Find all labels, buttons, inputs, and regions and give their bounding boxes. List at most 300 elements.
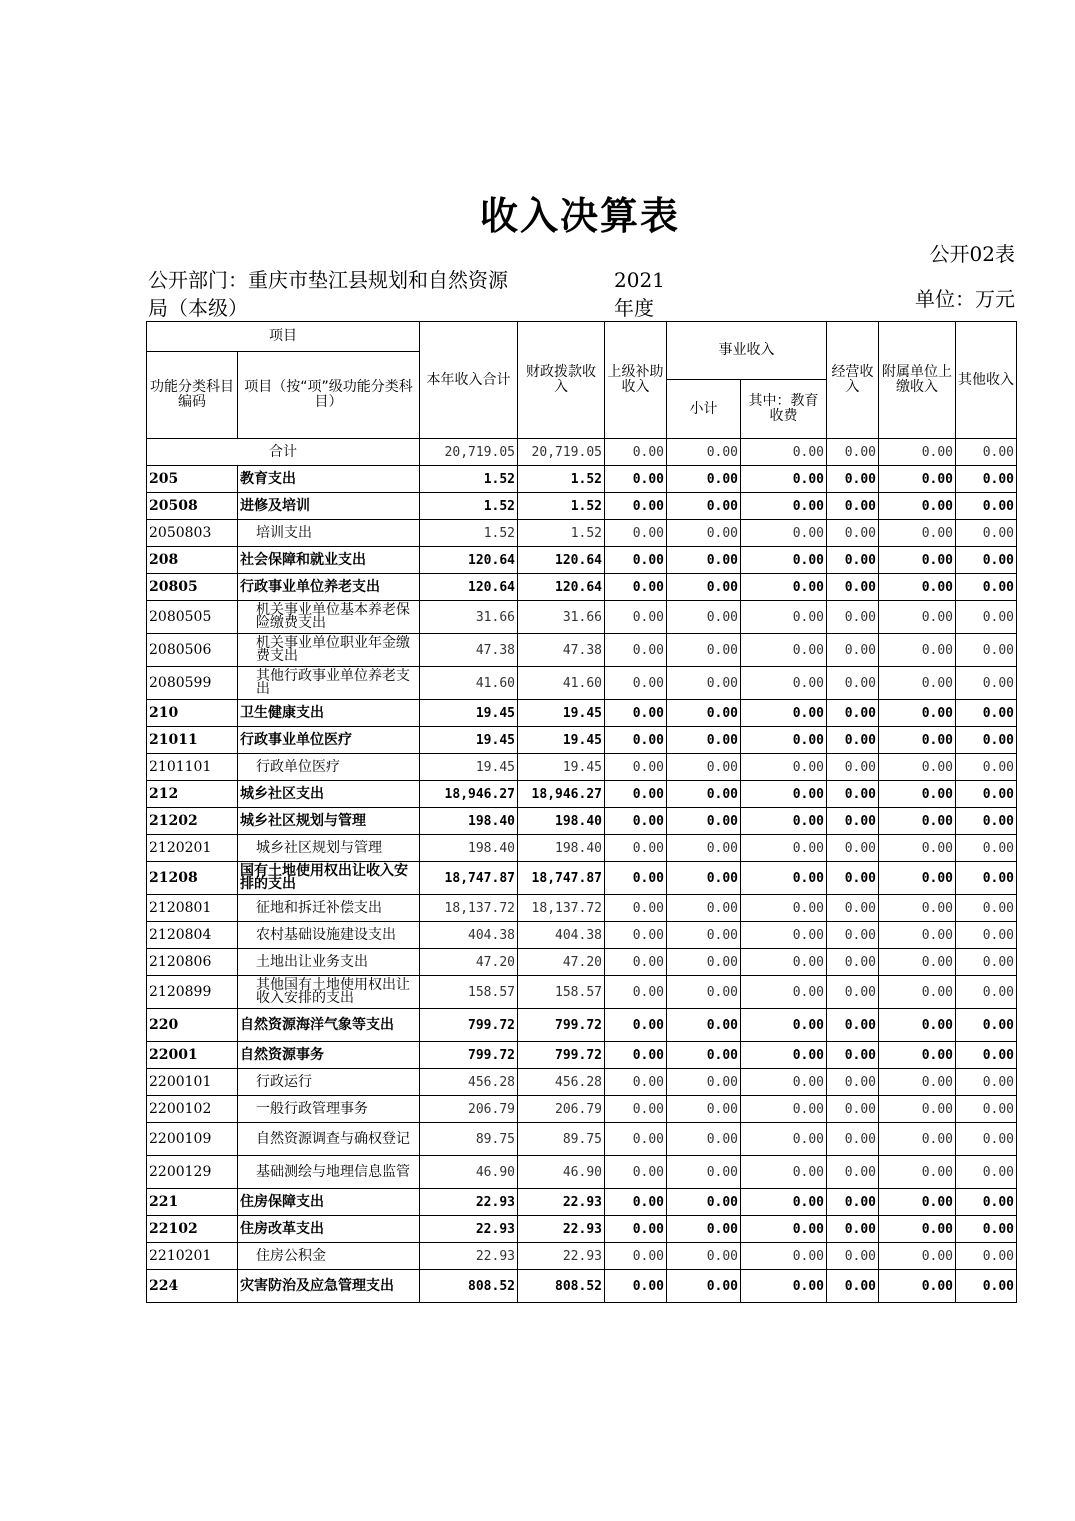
- row-value: 0.00: [827, 1270, 879, 1303]
- row-value: 0.00: [667, 895, 741, 922]
- row-value: 0.00: [667, 1123, 741, 1156]
- row-value: 0.00: [956, 976, 1017, 1009]
- row-name: 进修及培训: [238, 493, 420, 520]
- row-value: 22.93: [420, 1243, 518, 1270]
- row-name: 土地出让业务支出: [238, 949, 420, 976]
- row-value: 0.00: [827, 574, 879, 601]
- table-row: [147, 1123, 1017, 1156]
- row-value: 0.00: [741, 1123, 827, 1156]
- row-code: 2050803: [147, 520, 238, 547]
- row-value: 0.00: [741, 520, 827, 547]
- row-value: 799.72: [420, 1009, 518, 1042]
- row-value: 0.00: [605, 1189, 667, 1216]
- row-value: 0.00: [956, 808, 1017, 835]
- row-value: 0.00: [879, 1156, 956, 1189]
- header-superior: 上级补助收入: [605, 322, 667, 439]
- row-value: 0.00: [667, 976, 741, 1009]
- row-code: 20508: [147, 493, 238, 520]
- header-item: 项目: [147, 322, 420, 352]
- row-value: 22.93: [518, 1243, 605, 1270]
- row-name: 城乡社区支出: [238, 781, 420, 808]
- row-name: 其他行政事业单位养老支出: [238, 667, 420, 700]
- row-value: 0.00: [879, 547, 956, 574]
- row-name: 卫生健康支出: [238, 700, 420, 727]
- row-value: 0.00: [741, 1069, 827, 1096]
- row-value: 0.00: [605, 667, 667, 700]
- row-value: 0.00: [667, 835, 741, 862]
- row-code: 2080506: [147, 634, 238, 667]
- row-value: 1.52: [518, 493, 605, 520]
- row-value: 0.00: [741, 808, 827, 835]
- row-value: 0.00: [741, 727, 827, 754]
- row-value: 0.00: [879, 601, 956, 634]
- row-value: 0.00: [605, 1156, 667, 1189]
- row-value: 0.00: [741, 667, 827, 700]
- row-value: 0.00: [741, 1096, 827, 1123]
- row-value: 0.00: [956, 949, 1017, 976]
- row-value: 0.00: [879, 1009, 956, 1042]
- row-name: 行政运行: [238, 1069, 420, 1096]
- row-value: 0.00: [605, 520, 667, 547]
- row-value: 0.00: [956, 1096, 1017, 1123]
- row-value: 0.00: [879, 493, 956, 520]
- row-value: 0.00: [667, 1009, 741, 1042]
- table-row: [147, 520, 1017, 547]
- row-value: 0.00: [605, 976, 667, 1009]
- row-name: 国有土地使用权出让收入安排的支出: [238, 862, 420, 895]
- header-name: 项目（按“项”级功能分类科目）: [238, 352, 420, 439]
- row-value: 0.00: [879, 1189, 956, 1216]
- row-value: 206.79: [420, 1096, 518, 1123]
- row-value: 0.00: [879, 862, 956, 895]
- row-value: 0.00: [741, 601, 827, 634]
- row-value: 46.90: [518, 1156, 605, 1189]
- row-value: 0.00: [667, 601, 741, 634]
- row-name: 教育支出: [238, 466, 420, 493]
- row-value: 0.00: [956, 1189, 1017, 1216]
- row-value: 0.00: [956, 667, 1017, 700]
- row-value: 0.00: [827, 1189, 879, 1216]
- unit-label: 单位：万元: [915, 287, 1015, 311]
- table-row: [147, 949, 1017, 976]
- row-value: 89.75: [518, 1123, 605, 1156]
- row-value: 1.52: [420, 493, 518, 520]
- row-value: 47.38: [420, 634, 518, 667]
- row-value: 0.00: [741, 922, 827, 949]
- row-name: 自然资源调查与确权登记: [238, 1123, 420, 1156]
- row-value: 0.00: [827, 1123, 879, 1156]
- row-value: 0.00: [741, 547, 827, 574]
- row-value: 0.00: [879, 727, 956, 754]
- row-value: 0.00: [879, 1042, 956, 1069]
- department-label: 公开部门：重庆市垫江县规划和自然资源局（本级）: [148, 268, 508, 320]
- table-row: [147, 754, 1017, 781]
- header-edu: 其中：教育收费: [741, 380, 827, 439]
- row-code: 2080505: [147, 601, 238, 634]
- row-value: 0.00: [879, 1243, 956, 1270]
- row-value: 0.00: [956, 574, 1017, 601]
- row-value: 0.00: [741, 466, 827, 493]
- row-name: 自然资源事务: [238, 1042, 420, 1069]
- table-row: [147, 835, 1017, 862]
- row-code: 212: [147, 781, 238, 808]
- row-name: 征地和拆迁补偿支出: [238, 895, 420, 922]
- fiscal-year: 2021年度: [614, 268, 665, 320]
- row-value: 0.00: [667, 922, 741, 949]
- row-value: 1.52: [420, 520, 518, 547]
- row-name: 自然资源海洋气象等支出: [238, 1009, 420, 1042]
- income-table: [146, 321, 1017, 1303]
- row-value: 19.45: [420, 700, 518, 727]
- row-value: 0.00: [879, 1123, 956, 1156]
- row-value: 0.00: [605, 466, 667, 493]
- row-code: 2200129: [147, 1156, 238, 1189]
- row-value: 0.00: [741, 835, 827, 862]
- row-value: 22.93: [420, 1189, 518, 1216]
- row-code: 2200102: [147, 1096, 238, 1123]
- row-value: 0.00: [741, 862, 827, 895]
- row-value: 0.00: [741, 634, 827, 667]
- row-name: 住房改革支出: [238, 1216, 420, 1243]
- row-value: 0.00: [827, 727, 879, 754]
- row-code: 2210201: [147, 1243, 238, 1270]
- row-value: 0.00: [956, 1009, 1017, 1042]
- row-name: 行政事业单位医疗: [238, 727, 420, 754]
- table-row: [147, 808, 1017, 835]
- table-row: [147, 700, 1017, 727]
- row-code: 220: [147, 1009, 238, 1042]
- row-value: 0.00: [956, 700, 1017, 727]
- row-value: 1.52: [420, 466, 518, 493]
- row-value: 0.00: [605, 862, 667, 895]
- row-value: 0.00: [605, 1270, 667, 1303]
- row-value: 0.00: [667, 1216, 741, 1243]
- row-value: 0.00: [605, 1243, 667, 1270]
- row-value: 46.90: [420, 1156, 518, 1189]
- row-value: 0.00: [741, 700, 827, 727]
- row-value: 0.00: [879, 574, 956, 601]
- row-value: 0.00: [827, 862, 879, 895]
- row-value: 799.72: [518, 1042, 605, 1069]
- row-value: 0.00: [879, 466, 956, 493]
- row-name: 行政事业单位养老支出: [238, 574, 420, 601]
- row-value: 0.00: [667, 547, 741, 574]
- row-value: 0.00: [827, 895, 879, 922]
- row-code: 21011: [147, 727, 238, 754]
- table-row: [147, 547, 1017, 574]
- row-value: 19.45: [518, 700, 605, 727]
- row-value: 0.00: [605, 547, 667, 574]
- row-value: 0.00: [667, 1096, 741, 1123]
- header-operating: 经营收入: [827, 322, 879, 439]
- row-code: 22001: [147, 1042, 238, 1069]
- row-value: 0.00: [879, 835, 956, 862]
- table-row: [147, 493, 1017, 520]
- table-row: [147, 976, 1017, 1009]
- row-value: 0.00: [605, 781, 667, 808]
- row-value: 0.00: [956, 1243, 1017, 1270]
- row-value: 0.00: [879, 922, 956, 949]
- row-value: 120.64: [420, 574, 518, 601]
- row-value: 0.00: [667, 493, 741, 520]
- table-row: [147, 727, 1017, 754]
- row-value: 18,946.27: [518, 781, 605, 808]
- table-row: [147, 1042, 1017, 1069]
- row-value: 47.20: [420, 949, 518, 976]
- row-value: 0.00: [879, 976, 956, 1009]
- row-value: 19.45: [420, 727, 518, 754]
- row-value: 0.00: [956, 1042, 1017, 1069]
- row-value: 0.00: [956, 547, 1017, 574]
- row-value: 0.00: [741, 1189, 827, 1216]
- row-value: 0.00: [879, 808, 956, 835]
- header-total: 本年收入合计: [420, 322, 518, 439]
- row-name: 住房公积金: [238, 1243, 420, 1270]
- row-value: 0.00: [741, 439, 827, 466]
- row-value: 0.00: [605, 700, 667, 727]
- row-value: 0.00: [879, 754, 956, 781]
- row-value: 0.00: [741, 949, 827, 976]
- row-code: 2101101: [147, 754, 238, 781]
- row-value: 808.52: [518, 1270, 605, 1303]
- row-value: 0.00: [827, 700, 879, 727]
- row-value: 0.00: [667, 781, 741, 808]
- row-value: 0.00: [667, 862, 741, 895]
- table-row: [147, 895, 1017, 922]
- table-row: [147, 466, 1017, 493]
- row-value: 0.00: [827, 949, 879, 976]
- row-value: 0.00: [827, 520, 879, 547]
- row-value: 0.00: [605, 574, 667, 601]
- row-code: 205: [147, 466, 238, 493]
- row-value: 198.40: [420, 835, 518, 862]
- row-code: 2200101: [147, 1069, 238, 1096]
- row-value: 0.00: [741, 781, 827, 808]
- row-value: 0.00: [741, 1270, 827, 1303]
- row-code: 2120201: [147, 835, 238, 862]
- row-value: 0.00: [827, 808, 879, 835]
- row-value: 0.00: [605, 808, 667, 835]
- table-row: [147, 1216, 1017, 1243]
- row-value: 0.00: [827, 1069, 879, 1096]
- row-code: 2080599: [147, 667, 238, 700]
- row-value: 0.00: [605, 727, 667, 754]
- row-name: 社会保障和就业支出: [238, 547, 420, 574]
- row-value: 0.00: [879, 1069, 956, 1096]
- row-code: 208: [147, 547, 238, 574]
- header-affiliate: 附属单位上缴收入: [879, 322, 956, 439]
- row-value: 0.00: [667, 574, 741, 601]
- table-row: [147, 601, 1017, 634]
- row-value: 0.00: [605, 1069, 667, 1096]
- row-code: 22102: [147, 1216, 238, 1243]
- row-value: 0.00: [956, 634, 1017, 667]
- row-value: 0.00: [879, 520, 956, 547]
- table-row: [147, 1096, 1017, 1123]
- row-value: 19.45: [518, 754, 605, 781]
- row-value: 18,137.72: [518, 895, 605, 922]
- table-row: [147, 1009, 1017, 1042]
- row-value: 0.00: [956, 922, 1017, 949]
- row-value: 0.00: [827, 1156, 879, 1189]
- row-value: 0.00: [605, 493, 667, 520]
- row-value: 0.00: [667, 1189, 741, 1216]
- row-value: 0.00: [827, 547, 879, 574]
- table-row: [147, 1189, 1017, 1216]
- header-subtotal: 小计: [667, 380, 741, 439]
- form-number: 公开02表: [929, 242, 1015, 266]
- row-value: 0.00: [605, 922, 667, 949]
- row-value: 0.00: [605, 634, 667, 667]
- row-value: 0.00: [667, 808, 741, 835]
- row-value: 0.00: [827, 493, 879, 520]
- row-code: 210: [147, 700, 238, 727]
- row-value: 22.93: [518, 1189, 605, 1216]
- row-value: 0.00: [956, 862, 1017, 895]
- table-row: [147, 781, 1017, 808]
- row-value: 0.00: [667, 520, 741, 547]
- row-name: 培训支出: [238, 520, 420, 547]
- row-value: 0.00: [827, 976, 879, 1009]
- row-value: 0.00: [879, 781, 956, 808]
- row-value: 0.00: [741, 976, 827, 1009]
- row-value: 456.28: [518, 1069, 605, 1096]
- row-value: 0.00: [741, 1216, 827, 1243]
- row-value: 20,719.05: [518, 439, 605, 466]
- row-value: 0.00: [741, 1009, 827, 1042]
- row-name: 住房保障支出: [238, 1189, 420, 1216]
- row-code: 2120899: [147, 976, 238, 1009]
- row-name: 其他国有土地使用权出让收入安排的支出: [238, 976, 420, 1009]
- row-code: 2120804: [147, 922, 238, 949]
- row-value: 158.57: [420, 976, 518, 1009]
- row-value: 31.66: [518, 601, 605, 634]
- row-value: 0.00: [605, 1216, 667, 1243]
- row-value: 0.00: [879, 667, 956, 700]
- row-value: 808.52: [420, 1270, 518, 1303]
- row-value: 0.00: [956, 520, 1017, 547]
- row-value: 0.00: [667, 439, 741, 466]
- row-value: 0.00: [741, 1042, 827, 1069]
- row-value: 0.00: [827, 1243, 879, 1270]
- row-value: 0.00: [827, 835, 879, 862]
- row-value: 0.00: [879, 634, 956, 667]
- row-value: 0.00: [827, 1096, 879, 1123]
- row-code: 224: [147, 1270, 238, 1303]
- row-code: 2200109: [147, 1123, 238, 1156]
- row-value: 0.00: [667, 466, 741, 493]
- row-value: 20,719.05: [420, 439, 518, 466]
- page-title: 收入决算表: [479, 194, 680, 238]
- row-value: 0.00: [879, 700, 956, 727]
- table-row: [147, 1069, 1017, 1096]
- row-value: 0.00: [667, 1042, 741, 1069]
- row-value: 0.00: [956, 754, 1017, 781]
- row-value: 0.00: [827, 1042, 879, 1069]
- table-row: [147, 667, 1017, 700]
- row-value: 0.00: [827, 1009, 879, 1042]
- row-value: 0.00: [956, 781, 1017, 808]
- row-value: 22.93: [420, 1216, 518, 1243]
- row-value: 0.00: [827, 754, 879, 781]
- row-value: 1.52: [518, 466, 605, 493]
- row-code: 21202: [147, 808, 238, 835]
- row-value: 0.00: [741, 1243, 827, 1270]
- row-value: 18,946.27: [420, 781, 518, 808]
- row-value: 31.66: [420, 601, 518, 634]
- row-name: 城乡社区规划与管理: [238, 808, 420, 835]
- row-name: 一般行政管理事务: [238, 1096, 420, 1123]
- header-code: 功能分类科目编码: [147, 352, 238, 439]
- row-value: 0.00: [956, 727, 1017, 754]
- row-name: 机关事业单位职业年金缴费支出: [238, 634, 420, 667]
- row-value: 0.00: [827, 667, 879, 700]
- row-value: 0.00: [827, 466, 879, 493]
- row-value: 19.45: [420, 754, 518, 781]
- row-value: 198.40: [518, 808, 605, 835]
- row-value: 158.57: [518, 976, 605, 1009]
- row-value: 0.00: [827, 439, 879, 466]
- row-name: 城乡社区规划与管理: [238, 835, 420, 862]
- row-value: 0.00: [605, 601, 667, 634]
- table-row: [147, 1270, 1017, 1303]
- header-fiscal: 财政拨款收入: [518, 322, 605, 439]
- row-value: 0.00: [667, 700, 741, 727]
- row-value: 0.00: [605, 1042, 667, 1069]
- row-value: 0.00: [741, 1156, 827, 1189]
- row-value: 0.00: [879, 439, 956, 466]
- table-row: [147, 1243, 1017, 1270]
- row-value: 0.00: [741, 574, 827, 601]
- row-value: 0.00: [667, 1243, 741, 1270]
- table-row: [147, 439, 1017, 466]
- row-value: 0.00: [956, 601, 1017, 634]
- row-value: 0.00: [956, 1069, 1017, 1096]
- row-value: 0.00: [667, 1069, 741, 1096]
- row-value: 0.00: [667, 1156, 741, 1189]
- row-value: 0.00: [879, 895, 956, 922]
- row-value: 47.20: [518, 949, 605, 976]
- header-other: 其他收入: [956, 322, 1017, 439]
- row-name: 行政单位医疗: [238, 754, 420, 781]
- row-value: 0.00: [667, 1270, 741, 1303]
- row-code: 20805: [147, 574, 238, 601]
- header-business: 事业收入: [667, 322, 827, 380]
- row-value: 0.00: [667, 727, 741, 754]
- row-value: 0.00: [667, 949, 741, 976]
- row-value: 18,747.87: [518, 862, 605, 895]
- row-code: 2120806: [147, 949, 238, 976]
- row-value: 22.93: [518, 1216, 605, 1243]
- row-value: 0.00: [956, 1123, 1017, 1156]
- table-row: [147, 574, 1017, 601]
- row-value: 0.00: [605, 895, 667, 922]
- row-value: 89.75: [420, 1123, 518, 1156]
- row-value: 18,137.72: [420, 895, 518, 922]
- row-value: 120.64: [518, 574, 605, 601]
- row-value: 456.28: [420, 1069, 518, 1096]
- row-value: 0.00: [956, 439, 1017, 466]
- row-value: 0.00: [827, 634, 879, 667]
- row-name: 合计: [147, 439, 420, 466]
- row-name: 灾害防治及应急管理支出: [238, 1270, 420, 1303]
- row-value: 0.00: [956, 466, 1017, 493]
- row-name: 机关事业单位基本养老保险缴费支出: [238, 601, 420, 634]
- row-value: 120.64: [518, 547, 605, 574]
- row-value: 799.72: [420, 1042, 518, 1069]
- row-value: 0.00: [956, 895, 1017, 922]
- row-value: 0.00: [879, 949, 956, 976]
